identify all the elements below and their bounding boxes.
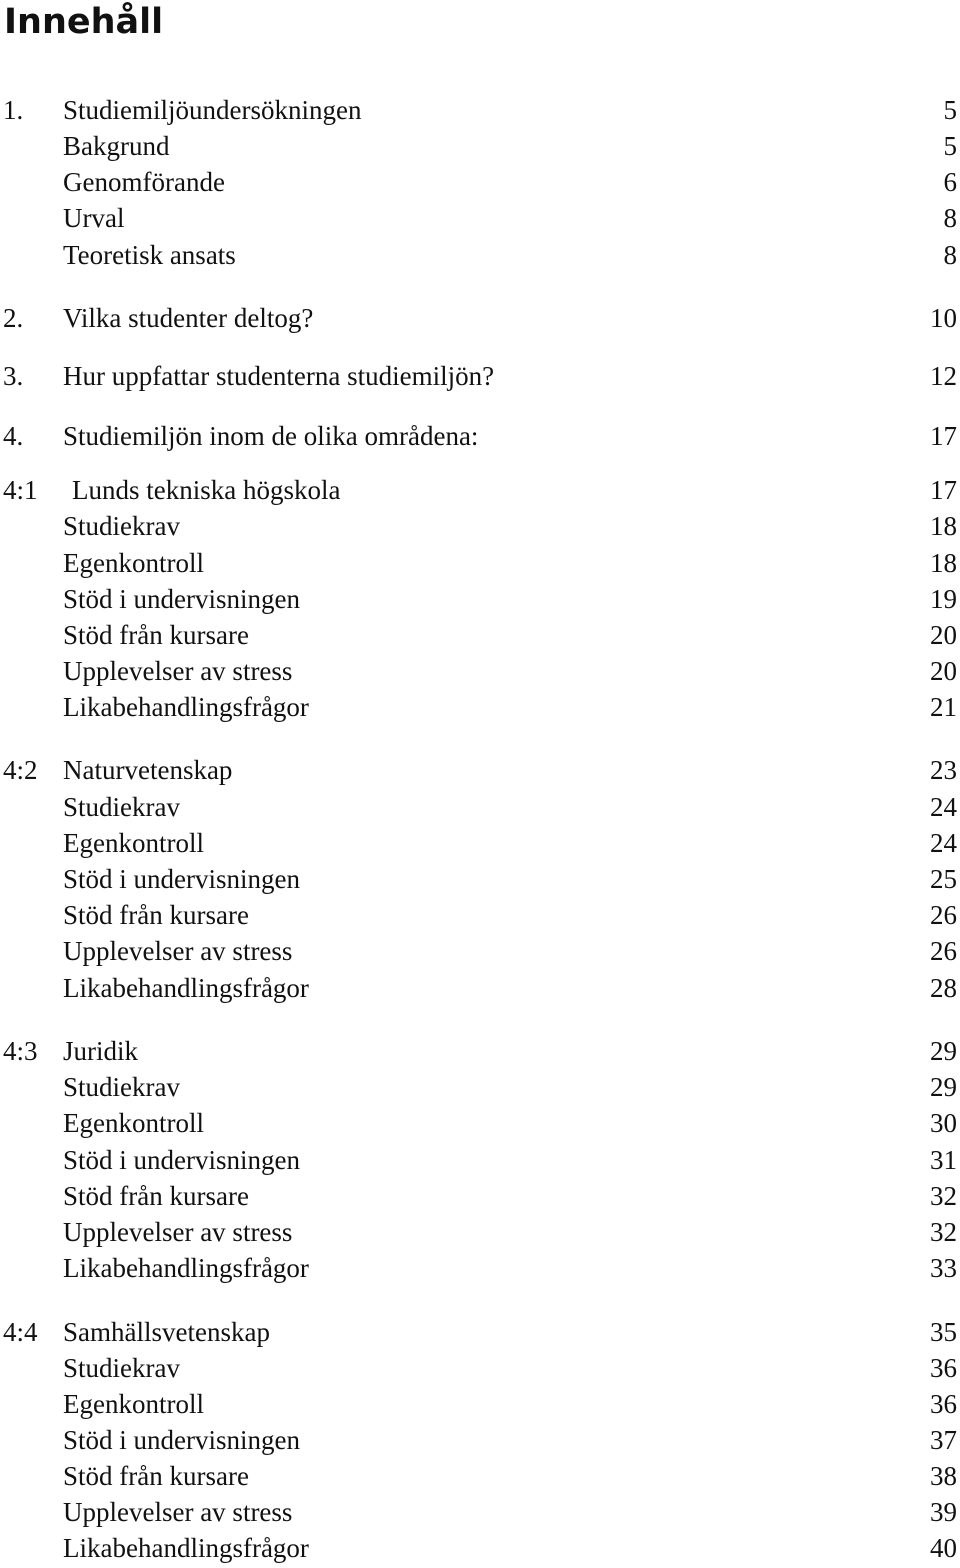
toc-entry-label: Studiekrav — [63, 1353, 180, 1383]
toc-entry-page: 10 — [930, 303, 957, 333]
toc-entry-page: 12 — [930, 361, 957, 391]
toc-entry-label: Lunds tekniska högskola — [72, 475, 341, 505]
toc-entry[interactable] — [0, 1105, 960, 1141]
toc-entry[interactable] — [0, 581, 960, 617]
toc-entry-page: 31 — [930, 1145, 957, 1175]
toc-entry-label: Egenkontroll — [63, 1389, 204, 1419]
toc-entry-label: Studiemiljön inom de olika områdena: — [63, 421, 479, 451]
toc-entry-label: Studiekrav — [63, 792, 180, 822]
toc-entry[interactable] — [0, 1250, 960, 1286]
toc-entry[interactable] — [0, 789, 960, 825]
toc-entry-page: 40 — [930, 1533, 957, 1563]
toc-entry[interactable] — [0, 472, 960, 508]
toc-entry[interactable] — [0, 689, 960, 725]
toc-entry[interactable] — [0, 128, 960, 164]
toc-entry-label: Egenkontroll — [63, 828, 204, 858]
toc-entry-number: 4:1 — [3, 475, 38, 505]
toc-entry[interactable] — [0, 1530, 960, 1566]
toc-entry-label: Upplevelser av stress — [63, 936, 293, 966]
toc-entry-page: 25 — [930, 864, 957, 894]
toc-entry[interactable] — [0, 1422, 960, 1458]
toc-entry-number: 4:4 — [3, 1317, 38, 1347]
toc-entry[interactable] — [0, 200, 960, 236]
toc-entry-label: Stöd i undervisningen — [63, 584, 300, 614]
toc-entry-label: Stöd från kursare — [63, 1181, 249, 1211]
toc-entry-label: Studiekrav — [63, 1072, 180, 1102]
toc-entry-label: Urval — [63, 203, 125, 233]
toc-entry-page: 8 — [943, 203, 957, 233]
toc-entry[interactable] — [0, 358, 960, 394]
toc-entry-page: 30 — [930, 1108, 957, 1138]
toc-entry[interactable] — [0, 545, 960, 581]
toc-entry-number: 4. — [3, 421, 24, 451]
toc-entry[interactable] — [0, 897, 960, 933]
toc-entry-page: 32 — [930, 1181, 957, 1211]
toc-entry[interactable] — [0, 752, 960, 788]
toc-entry-label: Studiekrav — [63, 511, 180, 541]
toc-entry-label: Juridik — [63, 1036, 139, 1066]
toc-entry-label: Vilka studenter deltog? — [63, 303, 314, 333]
toc-entry-page: 26 — [930, 936, 957, 966]
toc-entry-page: 23 — [930, 755, 957, 785]
toc-entry-page: 37 — [930, 1425, 957, 1455]
toc-entry-page: 5 — [943, 131, 957, 161]
toc-entry[interactable] — [0, 508, 960, 544]
toc-entry-page: 20 — [930, 656, 957, 686]
toc-entry-label: Likabehandlingsfrågor — [63, 1533, 309, 1563]
toc-entry[interactable] — [0, 933, 960, 969]
toc-entry[interactable] — [0, 1069, 960, 1105]
toc-entry-page: 5 — [943, 95, 957, 125]
toc-entry[interactable] — [0, 237, 960, 273]
toc-entry[interactable] — [0, 1314, 960, 1350]
toc-entry-page: 24 — [930, 828, 957, 858]
toc-entry-label: Stöd från kursare — [63, 1461, 249, 1491]
toc-entry[interactable] — [0, 1214, 960, 1250]
toc-entry-label: Likabehandlingsfrågor — [63, 973, 309, 1003]
toc-entry-page: 39 — [930, 1497, 957, 1527]
toc-entry-label: Upplevelser av stress — [63, 656, 293, 686]
toc-entry[interactable] — [0, 1178, 960, 1214]
toc-entry-page: 17 — [930, 475, 957, 505]
toc-entry[interactable] — [0, 418, 960, 454]
toc-entry[interactable] — [0, 970, 960, 1006]
toc-entry[interactable] — [0, 1494, 960, 1530]
toc-entry-label: Stöd i undervisningen — [63, 1145, 300, 1175]
toc-entry[interactable] — [0, 617, 960, 653]
toc-entry-label: Upplevelser av stress — [63, 1217, 293, 1247]
toc-entry-label: Studiemiljöundersökningen — [63, 95, 362, 125]
toc-entry-page: 29 — [930, 1036, 957, 1066]
toc-entry-label: Bakgrund — [63, 131, 170, 161]
toc-entry[interactable] — [0, 92, 960, 128]
toc-entry-page: 18 — [930, 548, 957, 578]
toc-entry[interactable] — [0, 1142, 960, 1178]
toc-entry[interactable] — [0, 1033, 960, 1069]
toc-entry[interactable] — [0, 1350, 960, 1386]
toc-entry[interactable] — [0, 1458, 960, 1494]
toc-entry-number: 3. — [3, 361, 24, 391]
toc-entry-page: 21 — [930, 692, 957, 722]
toc-entry-page: 17 — [930, 421, 957, 451]
toc-entry-page: 8 — [943, 240, 957, 270]
toc-entry-page: 18 — [930, 511, 957, 541]
toc-entry-number: 4:3 — [3, 1036, 38, 1066]
page-title: Innehåll — [4, 2, 164, 42]
toc-entry-page: 26 — [930, 900, 957, 930]
toc-entry-label: Stöd från kursare — [63, 900, 249, 930]
toc-entry[interactable] — [0, 861, 960, 897]
toc-entry-page: 36 — [930, 1353, 957, 1383]
toc-entry[interactable] — [0, 1386, 960, 1422]
toc-entry-label: Upplevelser av stress — [63, 1497, 293, 1527]
toc-entry-page: 20 — [930, 620, 957, 650]
toc-entry-number: 4:2 — [3, 755, 38, 785]
toc-entry-label: Egenkontroll — [63, 1108, 204, 1138]
toc-entry-page: 36 — [930, 1389, 957, 1419]
toc-entry-label: Teoretisk ansats — [63, 240, 236, 270]
toc-entry-label: Likabehandlingsfrågor — [63, 1253, 309, 1283]
toc-entry-label: Egenkontroll — [63, 548, 204, 578]
toc-entry[interactable] — [0, 164, 960, 200]
toc-entry-page: 28 — [930, 973, 957, 1003]
toc-entry-label: Stöd i undervisningen — [63, 1425, 300, 1455]
toc-entry-label: Genomförande — [63, 167, 225, 197]
toc-entry-label: Hur uppfattar studenterna studiemiljön? — [63, 361, 495, 391]
toc-entry-label: Stöd från kursare — [63, 620, 249, 650]
toc-entry-page: 6 — [943, 167, 957, 197]
toc-entry-page: 32 — [930, 1217, 957, 1247]
toc-entry-page: 29 — [930, 1072, 957, 1102]
toc-entry-page: 35 — [930, 1317, 957, 1347]
toc-entry[interactable] — [0, 300, 960, 336]
toc-entry-label: Samhällsvetenskap — [63, 1317, 270, 1347]
toc-entry-label: Naturvetenskap — [63, 755, 233, 785]
toc-entry-page: 24 — [930, 792, 957, 822]
toc-entry[interactable] — [0, 825, 960, 861]
toc-entry[interactable] — [0, 653, 960, 689]
toc-entry-number: 2. — [3, 303, 24, 333]
toc-entry-number: 1. — [3, 95, 24, 125]
toc-entry-page: 19 — [930, 584, 957, 614]
toc-entry-page: 38 — [930, 1461, 957, 1491]
toc-entry-page: 33 — [930, 1253, 957, 1283]
toc-entry-label: Likabehandlingsfrågor — [63, 692, 309, 722]
toc-entry-label: Stöd i undervisningen — [63, 864, 300, 894]
